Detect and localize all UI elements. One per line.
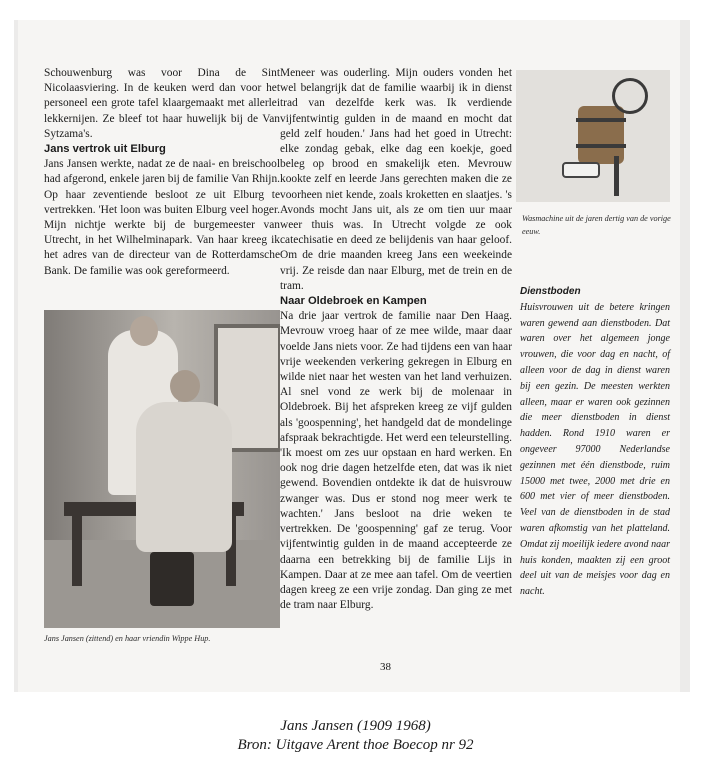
machine-pan bbox=[562, 162, 600, 178]
portrait-photo bbox=[44, 310, 280, 628]
sidebar-text: Huisvrouwen uit de betere kringen waren gewend aan dienstboden. Dat waren over het algemeen jonge vrouwen, die voor dag en nacht, of alleen voor de dag in dienst waren bij een gezin. De meesten werkten alleen, maar er waren ook gezinnen die meer dienstboden in dienst hadden. Rond 1910 waren er ongeveer 97000 Nederlandse gezinnen met één dienstbode, ruim 15000 met twee, 2000 met drie en 600 met vier of meer dienstboden. Veel van de dienstboden in de stad waren afkomstig van het platteland. Omdat zij moeilijk iedere avond naar huis konden, maakten zij een groot deel uit van de meisjes voor dag en nacht. bbox=[520, 301, 670, 598]
photo-caption: Jans Jansen (zittend) en haar vriendin Wippe Hup. bbox=[44, 634, 211, 643]
photo-standing-head bbox=[130, 316, 158, 346]
machine-wheel bbox=[612, 78, 648, 114]
left-paragraph-2: Jans Jansen werkte, nadat ze de naai- en breischool had afgerond, enkele jaren bij de familie Van Rhijn. Op haar zeventiende besloot ze uit Elburg te vertrekken. 'Het loon was buiten Elburg veel hoger. Mijn nichtje werkte bij de burgemeester van Utrecht, in het Wilhelminapark. Van haar kreeg ik het adres van de directeur van de Rotterdamsche Bank. De familie was ook gereformeerd. bbox=[44, 158, 280, 277]
photo-sitting-head bbox=[170, 370, 200, 402]
washing-machine-photo bbox=[516, 70, 670, 202]
photo-sitting-woman bbox=[136, 402, 232, 552]
sidebar-dienstboden bbox=[520, 284, 670, 600]
left-paragraph-1: Schouwenburg was voor Dina de Sint Nicolaasviering. In de keuken werd dan voor het personeel een grote tafel klaargemaakt met allerlei lekkernijen. Ze bleef tot haar huwelijk bij de Van Sytzama's. bbox=[44, 67, 280, 140]
sidebar-title: Dienstboden bbox=[520, 286, 581, 297]
middle-paragraph-2: Na drie jaar vertrok de familie naar Den Haag. Mevrouw vroeg haar of ze mee wilde, maar daar voelde Jans niets voor. Ze had tijdens een van haar vrije weekenden verkering gekregen in Elburg en wilde niet naar het westen van het land verhuizen. Al snel vond ze werk bij de molenaar in Oldebroek. Bij het afspreken kreeg ze vijf gulden als 'goospenning', het handgeld dat de mondelinge afspraak bekrachtigde. Het werd een teleurstelling. 'Ik moest om zes uur opstaan en hard werken. En ook nog drie dagen hetzelfde eten, dat was ik niet gewend. Bovendien ontdekte ik dat de huisvrouw zwanger was. Dus er stond nog meer werk te wachten.' Jans besloot na drie weken te vertrekken. De 'goospenning' gaf ze terug. Voor vijfentwintig gulden in de maand accepteerde ze daarna een betrekking bij de familie Lijs in Kampen. Daar at ze mee aan tafel. Om de veertien dagen kreeg ze een vrije zondag. Dan ging ze met de tram naar Elburg. bbox=[280, 310, 512, 612]
page-number: 38 bbox=[380, 661, 391, 673]
photo-legs bbox=[150, 552, 194, 606]
machine-band bbox=[576, 118, 626, 122]
column-left bbox=[44, 66, 280, 279]
machine-caption: Wasmachine uit de jaren dertig van de vorige eeuw. bbox=[522, 214, 671, 236]
footer-title: Jans Jansen (1909 1968) bbox=[280, 718, 431, 734]
heading-oldebroek-kampen: Naar Oldebroek en Kampen bbox=[280, 295, 427, 308]
machine-band bbox=[576, 144, 626, 148]
middle-paragraph-1: Meneer was ouderling. Mijn ouders vonden het wel belangrijk dat de familie waarbij ik in dienst trad van dezelfde kerk was. Ik verdiende vijfentwintig gulden in de maand en mocht dat geld zelf houden.' Jans had het goed in Utrecht: elke zondag gebak, elke dag een koekje, goed beleg op brood en smakelijk eten. Mevrouw kookte zelf en leerde Jans gerechten maken die ze voorheen niet kende, zoals kroketten en slaatjes. 's Avonds mocht Jans uit, als ze om tien uur maar weer thuis was. In Utrecht volgde ze ook catechisatie en deed ze belijdenis van haar geloof. Om de drie maanden kreeg Jans een weekeinde vrij. Ze reisde dan naar Elburg, met de trein en de tram. bbox=[280, 67, 512, 292]
machine-leg bbox=[614, 156, 619, 196]
column-middle bbox=[280, 66, 512, 613]
footer-source: Bron: Uitgave Arent thoe Boecop nr 92 bbox=[237, 737, 474, 753]
scanned-page bbox=[14, 20, 690, 692]
heading-jans-vertrok: Jans vertrok uit Elburg bbox=[44, 143, 166, 156]
photo-bench-leg bbox=[72, 516, 82, 586]
